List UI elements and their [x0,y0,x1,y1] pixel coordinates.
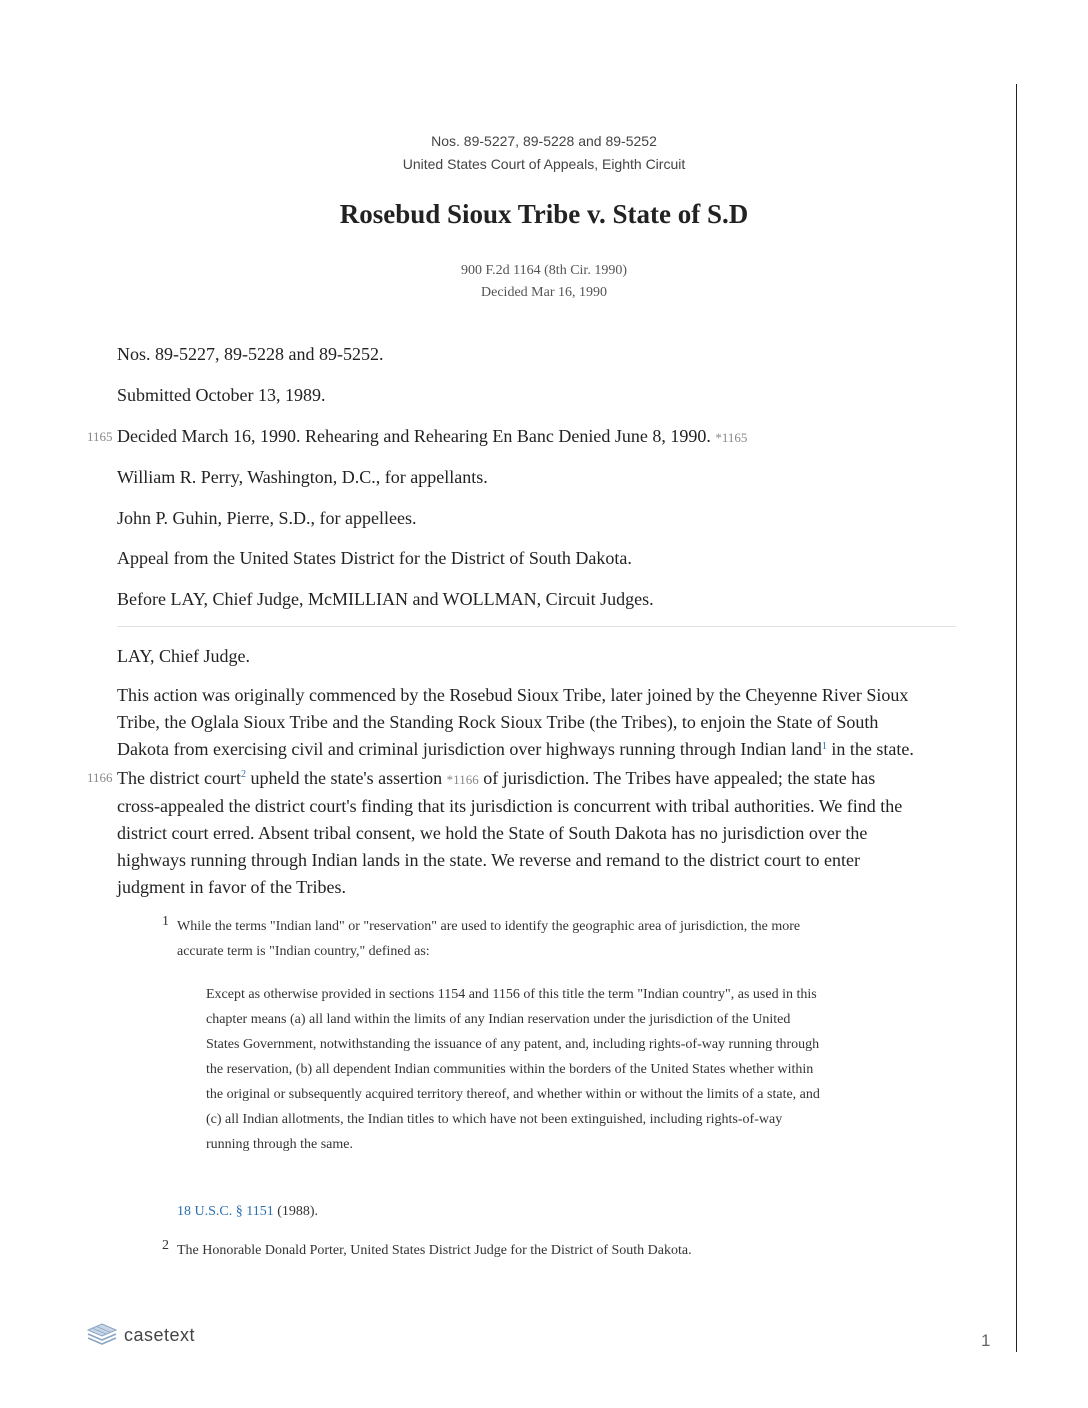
preamble-submitted: Submitted October 13, 1989. [117,385,326,405]
brand-name: casetext [124,1324,196,1345]
quote-line: (c) all Indian allotments, the Indian titles to which have not been extinguished, including rights-of-way [206,1112,783,1127]
footnote-ref-2[interactable]: 2 [240,769,246,780]
margin-page-number: 1165 [87,429,113,444]
statute-citation [177,1199,318,1224]
opinion-text: in the state. [826,739,914,759]
star-page-marker: *1166 [446,772,479,787]
section-divider [117,626,956,627]
appeal-from: Appeal from the United States District for the District of South Dakota. [117,548,632,568]
opinion-line: This action was originally commenced by the Rosebud Sioux Tribe, later joined by the Cheyenne River Sioux [117,685,909,705]
decided-date: Decided Mar 16, 1990 [481,285,607,300]
statute-quote [206,982,820,1157]
footnote-1 [177,914,800,964]
quote-line: the reservation, (b) all dependent Indian communities within the borders of the United States whether within [206,1062,814,1077]
opinion-line: cross-appealed the district court's finding that its jurisdiction is concurrent with tribal authorities. We find the [117,796,903,816]
opinion-author: LAY, Chief Judge. [117,646,251,666]
statute-year: (1988). [273,1204,319,1219]
opinion-line: district court erred. Absent tribal consent, we hold the State of South Dakota has no jurisdiction over the [117,823,868,843]
court-name: United States Court of Appeals, Eighth Circuit [402,156,686,172]
opinion-text: The district court [117,768,241,788]
before-judges: Before LAY, Chief Judge, McMILLIAN and WOLLMAN, Circuit Judges. [117,589,654,609]
casetext-logo[interactable] [86,1322,195,1348]
case-citation: 900 F.2d 1164 (8th Cir. 1990) [461,263,627,278]
opinion-line [117,763,962,793]
quote-line: States Government, notwithstanding the issuance of any patent, and, including rights-of-way running through [206,1037,820,1052]
footnote-2: The Honorable Donald Porter, United States District Judge for the District of South Dakota. [177,1243,692,1258]
opinion-line: judgment in favor of the Tribes. [117,877,346,897]
footnote-ref-1[interactable]: 1 [821,741,827,752]
stack-icon [86,1322,118,1348]
star-page-marker: *1165 [715,430,748,445]
counsel-appellees: John P. Guhin, Pierre, S.D., for appellees. [117,508,417,528]
docket-numbers: Nos. 89-5227, 89-5228 and 89-5252 [431,133,657,149]
quote-line: chapter means (a) all land within the limits of any Indian reservation under the jurisdiction of the United [206,1012,791,1027]
opinion-text: Dakota from exercising civil and criminal jurisdiction over highways running through Indian land [117,739,822,759]
margin-page-number: 1166 [87,770,113,785]
opinion-line [117,736,962,763]
quote-line: running through the same. [206,1137,353,1152]
opinion-paragraph [117,682,962,901]
preamble-decided [117,425,747,449]
statute-link[interactable]: 18 U.S.C. § 1151 [177,1204,274,1219]
decided-text: Decided March 16, 1990. Rehearing and Rehearing En Banc Denied June 8, 1990. [117,426,711,446]
opinion-line: Tribe, the Oglala Sioux Tribe and the Standing Rock Sioux Tribe (the Tribes), to enjoin the State of South [117,712,879,732]
case-title: Rosebud Sioux Tribe v. State of S.D [339,199,749,229]
page-number: 1 [981,1331,991,1350]
quote-line: Except as otherwise provided in sections 1154 and 1156 of this title the term "Indian country", as used in this [206,987,817,1002]
preamble-docket: Nos. 89-5227, 89-5228 and 89-5252. [117,344,384,364]
counsel-appellants: William R. Perry, Washington, D.C., for appellants. [117,467,488,487]
opinion-line: highways running through Indian lands in the state. We reverse and remand to the district court to enter [117,850,861,870]
quote-line: the original or subsequently acquired territory thereof, and whether within or without the limits of a state, and [206,1087,820,1102]
opinion-text: of jurisdiction. The Tribes have appealed; the state has [478,768,876,788]
footnote-line: While the terms "Indian land" or "reservation" are used to identify the geographic area of jurisdiction, the more [177,919,801,934]
footnote-line: accurate term is "Indian country," defined as: [177,944,430,959]
opinion-text: upheld the state's assertion [245,768,447,788]
footnote-number: 1 [162,914,169,929]
footnote-number: 2 [162,1238,169,1253]
